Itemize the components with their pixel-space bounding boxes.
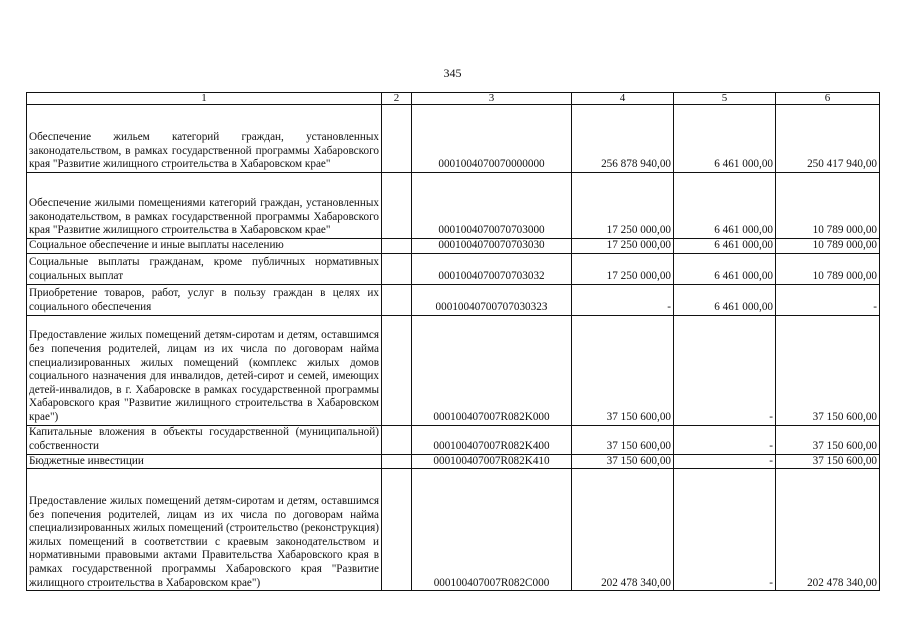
table-row (27, 105, 880, 173)
row-col6: 10 789 000,00 (776, 239, 880, 254)
header-cell: 2 (382, 93, 412, 105)
row-col5: 6 461 000,00 (674, 284, 776, 315)
row-code: 0001004070070703000 (412, 173, 572, 239)
row-col2 (382, 173, 412, 239)
row-code: 0001004070070703030 (412, 239, 572, 254)
row-col4: 37 150 600,00 (572, 454, 674, 469)
row-col4: 17 250 000,00 (572, 253, 674, 284)
row-col5: - (674, 469, 776, 591)
row-description: Предоставление жилых помещений детям-сиротам и детям, оставшимся без попечения родителей, лицам из их числа по договорам найма специализированных жилых помещений (комплекс жилых домов социального назначения для инвалидов, детей-сирот и семей, имеющих детей-инвалидов, в г. Хабаровске в рамках государственной программы Хабаровского края "Развитие жилищного строительства в Хабаровском крае") (27, 315, 382, 425)
row-code: 0001004070070000000 (412, 105, 572, 173)
row-description: Бюджетные инвестиции (27, 454, 382, 469)
row-code: 000100407007R082C000 (412, 469, 572, 591)
row-col2 (382, 469, 412, 591)
row-code: 0001004070070703032 (412, 253, 572, 284)
table-row (27, 239, 880, 254)
row-col2 (382, 239, 412, 254)
row-col6: 250 417 940,00 (776, 105, 880, 173)
header-cell: 6 (776, 93, 880, 105)
row-col6: 202 478 340,00 (776, 469, 880, 591)
row-col2 (382, 425, 412, 454)
header-cell: 1 (27, 93, 382, 105)
header-cell: 4 (572, 93, 674, 105)
page-number: 345 (443, 66, 462, 80)
row-col5: - (674, 425, 776, 454)
row-code: 0001004070070703032З (412, 284, 572, 315)
row-col6: 37 150 600,00 (776, 315, 880, 425)
table-row (27, 173, 880, 239)
row-col5: 6 461 000,00 (674, 173, 776, 239)
row-col6: 37 150 600,00 (776, 454, 880, 469)
row-col4: 256 878 940,00 (572, 105, 674, 173)
table-row (27, 454, 880, 469)
table-header-row (27, 93, 880, 105)
row-description: Предоставление жилых помещений детям-сиротам и детям, оставшимся без попечения родителей, лицам из их числа по договорам найма специализированных жилых помещений (строительство (реконструкция) жилых помещений в соответствии с краевым законодательством и нормативными правовыми актами Правительства Хабаровского края в рамках государственной программы Хабаровского края "Развитие жилищного строительства в Хабаровском крае") (27, 469, 382, 591)
row-col6: - (776, 284, 880, 315)
row-col4: 37 150 600,00 (572, 425, 674, 454)
row-col2 (382, 253, 412, 284)
row-col2 (382, 454, 412, 469)
row-col5: 6 461 000,00 (674, 239, 776, 254)
row-col4: 37 150 600,00 (572, 315, 674, 425)
row-col6: 10 789 000,00 (776, 253, 880, 284)
row-col6: 10 789 000,00 (776, 173, 880, 239)
row-col5: - (674, 454, 776, 469)
table-row (27, 469, 880, 591)
table-row (27, 284, 880, 315)
header-cell: 3 (412, 93, 572, 105)
row-description: Социальное обеспечение и иные выплаты населению (27, 239, 382, 254)
row-description: Социальные выплаты гражданам, кроме публичных нормативных социальных выплат (27, 253, 382, 284)
row-code: 000100407007R082K410 (412, 454, 572, 469)
row-col2 (382, 105, 412, 173)
table-row (27, 425, 880, 454)
row-col5: - (674, 315, 776, 425)
row-description: Обеспечение жильем категорий граждан, установленных законодательством, в рамках государственной программы Хабаровского края "Развитие жилищного строительства в Хабаровском крае" (27, 105, 382, 173)
row-col5: 6 461 000,00 (674, 105, 776, 173)
row-col4: - (572, 284, 674, 315)
budget-table (26, 92, 880, 591)
row-code: 000100407007R082K400 (412, 425, 572, 454)
row-description: Капитальные вложения в объекты государственной (муниципальной) собственности (27, 425, 382, 454)
row-description: Обеспечение жилыми помещениями категорий граждан, установленных законодательством, в рамках государственной программы Хабаровского края "Развитие жилищного строительства в Хабаровском крае" (27, 173, 382, 239)
row-col2 (382, 284, 412, 315)
table-row (27, 253, 880, 284)
row-col4: 202 478 340,00 (572, 469, 674, 591)
table-row (27, 315, 880, 425)
header-cell: 5 (674, 93, 776, 105)
row-code: 000100407007R082K000 (412, 315, 572, 425)
row-col5: 6 461 000,00 (674, 253, 776, 284)
row-col4: 17 250 000,00 (572, 239, 674, 254)
row-col6: 37 150 600,00 (776, 425, 880, 454)
row-col4: 17 250 000,00 (572, 173, 674, 239)
row-description: Приобретение товаров, работ, услуг в пользу граждан в целях их социального обеспечения (27, 284, 382, 315)
row-col2 (382, 315, 412, 425)
